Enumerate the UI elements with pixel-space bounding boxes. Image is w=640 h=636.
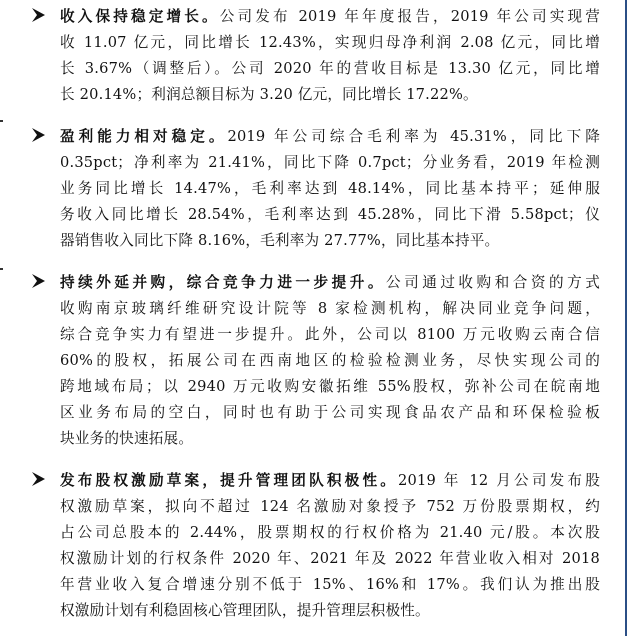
bullet-paragraph (60, 124, 600, 254)
text-line: 60%的股权，拓展公司在西南地区的检验检测业务，尽快实现公司的 (60, 352, 600, 369)
bullet-lead: 盈利能力相对稳定。 (60, 128, 228, 145)
text-line: 占公司总股本的 2.44%，股票期权的行权价格为 21.40 元/股。本次股 (60, 524, 600, 541)
text-line: 权激励计划有利稳固核心管理团队，提升管理层积极性。 (60, 602, 430, 619)
text-line: 收 11.07 亿元，同比增长 12.43%，实现归母净利润 2.08 亿元，同比增 (60, 34, 600, 51)
text-line: 权激励草案，拟向不超过 124 名激励对象授予 752 万份股票期权，约 (60, 498, 600, 515)
left-margin-mark (0, 268, 3, 270)
text-line: 2019 年 12 月公司发布股 (398, 472, 600, 489)
text-line: 2019 年公司综合毛利率为 45.31%，同比下降 (227, 128, 601, 145)
text-line: 综合竞争实力有望进一步提升。此外，公司以 8100 万元收购云南合信 (60, 326, 600, 343)
arrow-bullet-icon (30, 7, 46, 23)
text-line: 长 20.14%；利润总额目标为 3.20 亿元，同比增长 17.22%。 (60, 86, 478, 103)
text-line: 器销售收入同比下降 8.16%，毛利率为 27.77%，同比基本持平。 (60, 232, 500, 249)
arrow-bullet-icon (30, 127, 46, 143)
bullet-paragraph (60, 4, 600, 108)
text-line: 块业务的快速拓展。 (60, 430, 194, 447)
bullet-paragraph (60, 270, 600, 452)
text-line: 务收入同比增长 28.54%，毛利率达到 45.28%，同比下滑 5.58pct；仪 (60, 206, 600, 223)
text-line: 年营业收入复合增速分别不低于 15%、16%和 17%。我们认为推出股 (60, 576, 600, 593)
text-line: 公司发布 2019 年年度报告，2019 年公司实现营 (219, 8, 600, 25)
text-line: 0.35pct；净利率为 21.41%，同比下降 0.7pct；分业务看，2019 年检测 (60, 154, 600, 171)
arrow-bullet-icon (30, 273, 46, 289)
bullet-paragraph (60, 468, 600, 624)
bullet-lead: 收入保持稳定增长。 (60, 8, 220, 25)
text-line: 权激励计划的行权条件 2020 年、2021 年及 2022 年营业收入相对 2018 (60, 550, 600, 567)
arrow-bullet-icon (30, 471, 46, 487)
bullet-lead: 发布股权激励草案，提升管理团队积极性。 (60, 472, 399, 489)
bullet-lead: 持续外延并购，综合竞争力进一步提升。 (60, 274, 386, 291)
text-line: 业务同比增长 14.47%，毛利率达到 48.14%，同比基本持平；延伸服 (60, 180, 600, 197)
left-margin-mark (0, 120, 3, 122)
text-line: 公司通过收购和合资的方式 (385, 274, 600, 291)
page-right-border (625, 0, 627, 636)
text-line: 长 3.67%（调整后）。公司 2020 年的营收目标是 13.30 亿元，同比增 (60, 60, 600, 77)
text-line: 跨地域布局；以 2940 万元收购安徽拓维 55%股权，弥补公司在皖南地 (60, 378, 600, 395)
text-line: 区业务布局的空白，同时也有助于公司实现食品农产品和环保检验板 (60, 404, 600, 421)
text-line: 收购南京玻璃纤维研究设计院等 8 家检测机构，解决同业竞争问题， (60, 300, 600, 317)
